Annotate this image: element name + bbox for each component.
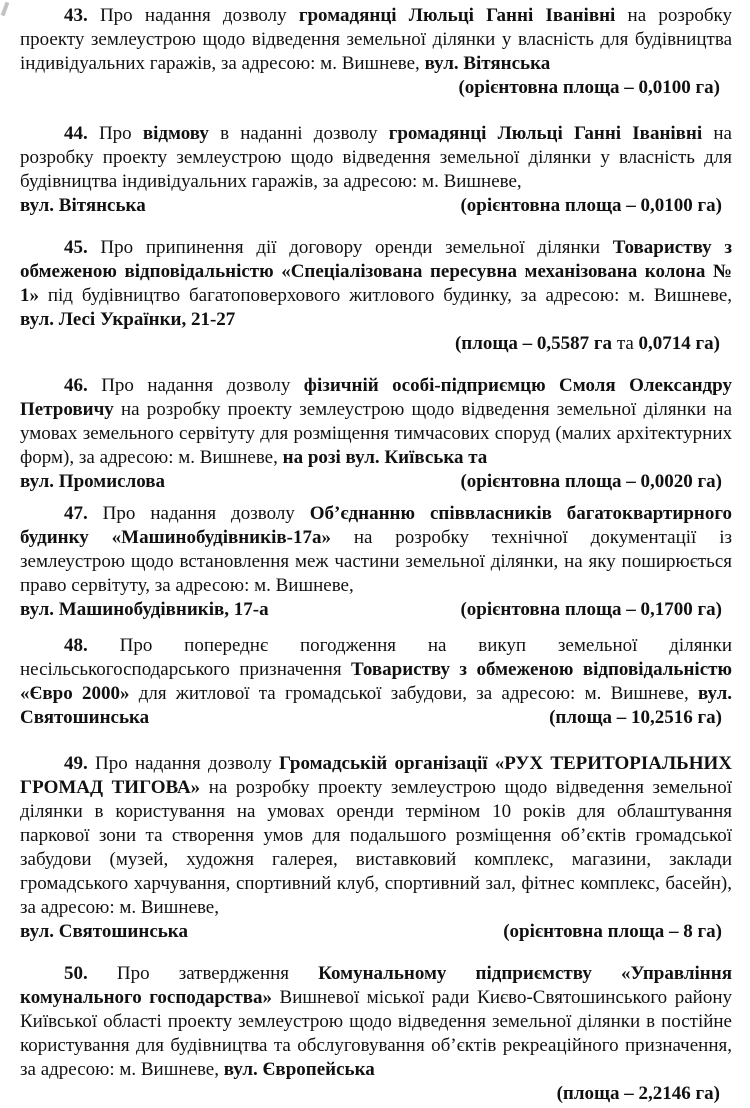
item-last-line — [20, 598, 732, 622]
area-conjunction: та — [612, 333, 639, 354]
refusal-word: відмову — [142, 123, 209, 144]
area-value-b: 0,0714 га) — [638, 333, 720, 354]
text-segment: на розробку технічної документації із землеустрою щодо встановлення меж частини земельної ділянки, на яку поширюється право сервітуту, за адресою: м. Вишневе, — [20, 527, 732, 596]
item-number: 48. — [64, 635, 88, 656]
applicant-name: Об’єднанню співвласників багатоквартирного будинку «Машинобудівників-17а» — [20, 503, 732, 548]
text-segment: Про надання дозволу — [87, 753, 280, 774]
item-number: 47. — [64, 503, 88, 524]
item-49 — [20, 752, 732, 944]
text-segment: на розробку проекту землеустрою щодо відведення земельної ділянки у власність для будівництва індивідуальних гаражів, за адресою: м. Вишневе, — [20, 123, 732, 192]
item-last-line — [20, 920, 732, 944]
text-segment: Про надання дозволу — [87, 503, 310, 524]
text-segment: на розробку проекту землеустрою щодо відведення земельної ділянки в користування на умовах оренди терміном 10 років для облаштування паркової зони та створення умов для подальшого розміщення об’єктів громадської забудови (музей, художня галерея, виставковий комплекс, магазини, заклади громадського харчування, спортивний клуб, спортивний зал, фітнес комплекс, басейн), за адресою: м. Вишневе, — [20, 777, 732, 918]
text-segment: Про попереднє погодження на викуп земельної ділянки несільськогосподарського призначення — [20, 635, 732, 680]
street-address: вул. Вітянська — [20, 195, 146, 216]
company-name: Товариству з обмеженою відповідальністю «Євро 2000» — [20, 659, 732, 704]
item-last-line — [20, 470, 732, 494]
text-segment: Вишневої міської ради Києво-Святошинського району Київської області проекту землеустрою щодо відведення земельної ділянки в постійне користування для будівництва та обслуговування об’єктів рекреаційного призначення, за адресою: м. Вишневе, — [20, 987, 732, 1080]
area-value: (орієнтовна площа – 0,1700 га) — [460, 599, 722, 620]
item-43 — [20, 4, 732, 100]
area-value: (орієнтовна площа – 8 га) — [503, 921, 722, 942]
text-segment: в наданні дозволу — [208, 123, 389, 144]
text-segment: Про надання дозволу — [87, 375, 304, 396]
company-name: Товариству з обмеженою відповідальністю «Спеціалізована пересувна механізована колона № 1» — [20, 237, 732, 306]
item-text — [20, 752, 732, 920]
street-address: вул. Вітянська — [424, 53, 551, 74]
street-address-2: вул. Промислова — [20, 471, 166, 492]
item-number: 45. — [64, 237, 88, 258]
item-number: 50. — [64, 963, 88, 984]
applicant-name: громадянці Люльці Ганні Іванівні — [298, 5, 616, 26]
item-text — [20, 502, 732, 598]
applicant-name: фізичній особі-підприємцю Смоля Олександру Петровичу — [20, 375, 732, 420]
item-text — [20, 236, 732, 332]
text-segment: Про припинення дії договору оренди земельної ділянки — [87, 237, 613, 258]
applicant-name: громадянці Люльці Ганні Іванівні — [388, 123, 703, 144]
item-number: 44. — [64, 123, 88, 144]
area-value: (орієнтовна площа – 0,0020 га) — [460, 471, 722, 492]
text-segment: для житлової та громадської забудови, за адресою: м. Вишневе, — [129, 683, 698, 704]
enterprise-name: Комунальному підприємству «Управління комунального господарства» — [20, 963, 732, 1008]
item-text — [20, 4, 732, 76]
street-address: вул. Святошинська — [20, 683, 732, 728]
area-value: (орієнтовна площа – 0,0100 га) — [458, 77, 720, 98]
text-segment: на розробку проекту землеустрою щодо відведення земельної ділянки на умовах земельного сервітуту для розміщення тимчасових споруд (малих архітектурних форм), за адресою: м. Вишневе, — [20, 399, 732, 468]
item-number: 46. — [64, 375, 88, 396]
text-segment: під будівництво багатоповерхового житлового будинку, за адресою: м. Вишневе, — [39, 285, 732, 306]
item-text — [20, 634, 732, 730]
text-segment: Про затвердження — [87, 963, 319, 984]
item-47 — [20, 502, 732, 622]
item-last-line — [20, 194, 732, 218]
area-value: (площа – 2,2146 га) — [556, 1083, 720, 1104]
area-value: (площа – 10,2516 га) — [549, 707, 722, 728]
item-number: 43. — [64, 5, 88, 26]
item-text — [20, 374, 732, 470]
street-address: вул. Машинобудівників, 17-а — [20, 599, 269, 620]
item-46 — [20, 374, 732, 494]
street-address: на розі вул. Київська та — [282, 447, 488, 468]
street-address: вул. Лесі Українки, 21-27 — [20, 309, 236, 330]
text-segment: Про — [87, 123, 143, 144]
area-value-a: (площа – 0,5587 га — [454, 333, 613, 354]
item-44 — [20, 122, 732, 218]
item-45 — [20, 236, 732, 356]
area-value: (орієнтовна площа – 0,0100 га) — [460, 195, 722, 216]
organization-name: Громадській організації «РУХ ТЕРИТОРІАЛЬНИХ ГРОМАД ТИГОВА» — [20, 753, 732, 798]
item-number: 49. — [64, 753, 88, 774]
text-segment: Про надання дозволу — [87, 5, 299, 26]
text-segment: на розробку проекту землеустрою щодо відведення земельної ділянки у власність для будівництва індивідуальних гаражів, за адресою: м. Вишневе, — [20, 5, 732, 74]
street-address: вул. Європейська — [223, 1059, 375, 1080]
street-address: вул. Святошинська — [20, 921, 188, 942]
area-value — [20, 332, 732, 356]
item-48 — [20, 634, 732, 730]
item-text — [20, 122, 732, 194]
scan-mark — [1, 2, 10, 17]
item-text — [20, 962, 732, 1082]
item-50 — [20, 962, 732, 1106]
